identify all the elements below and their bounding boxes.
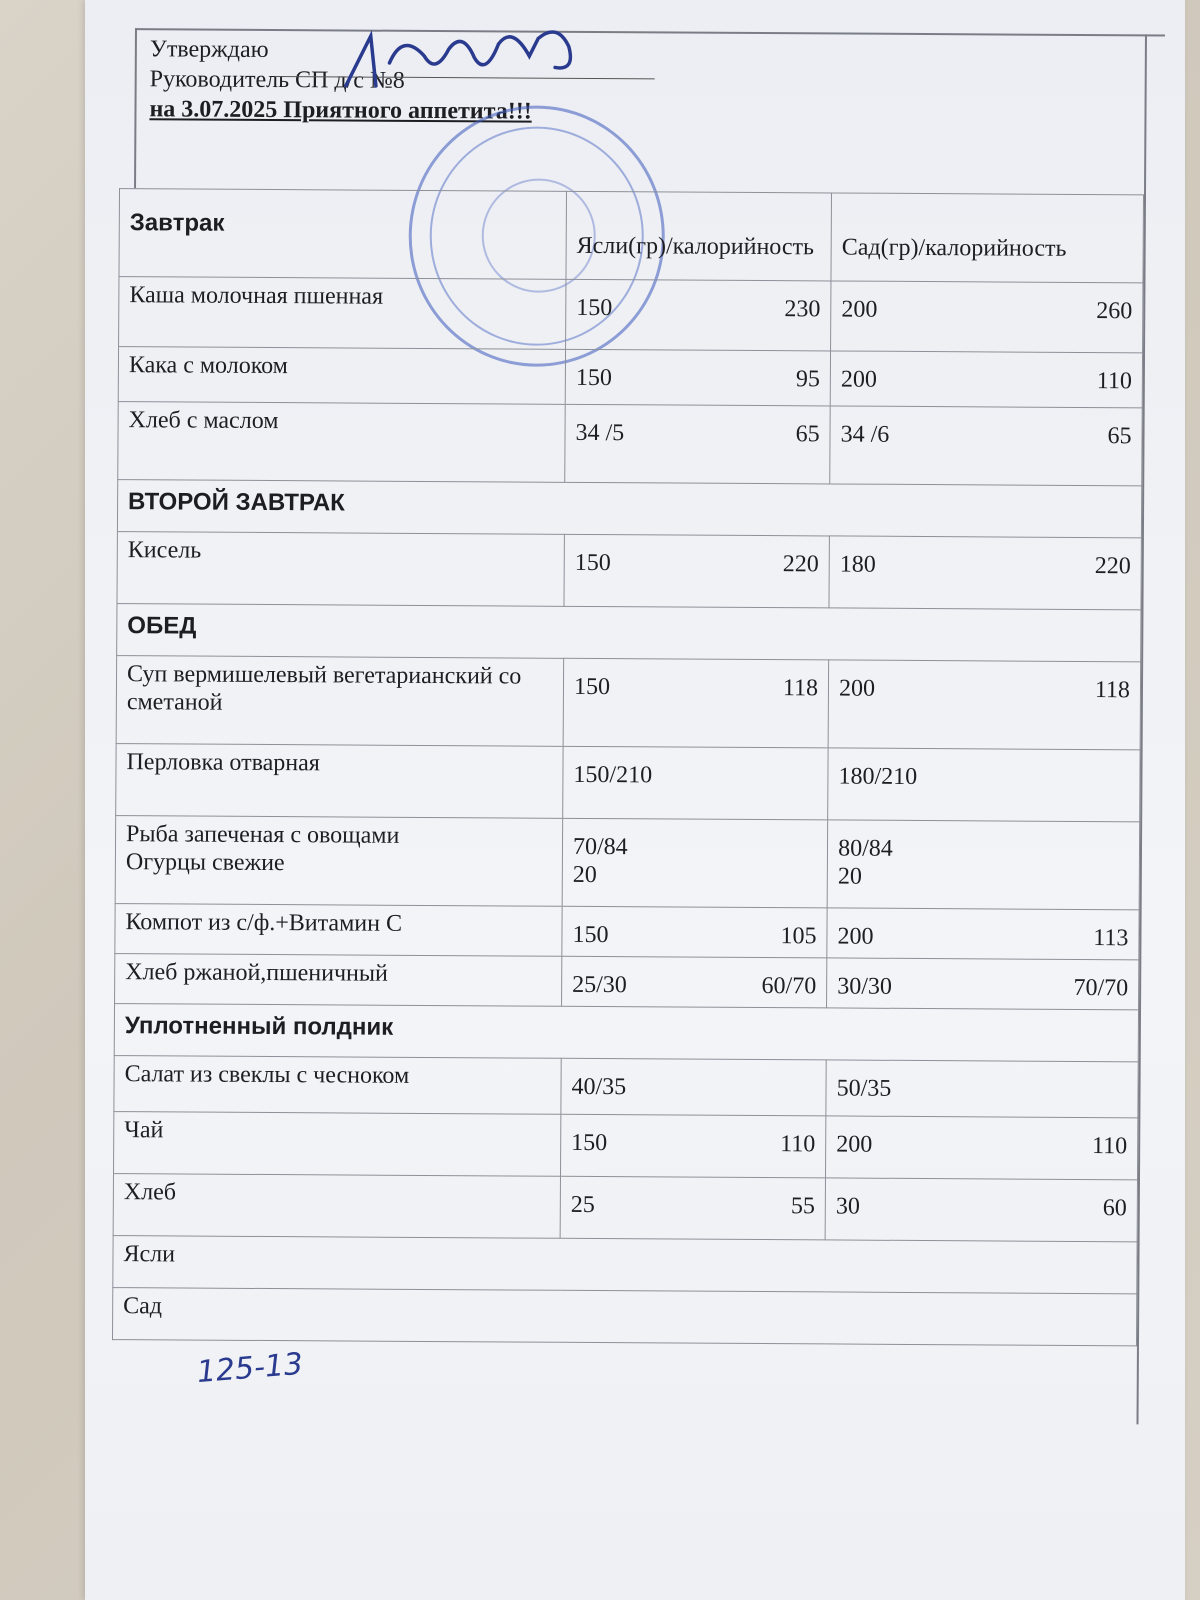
yasli-cell xyxy=(562,906,827,958)
sad-grams: 80/84 20 xyxy=(837,835,893,890)
menu-row xyxy=(115,954,1139,1010)
yasli-cell xyxy=(563,746,829,820)
sad-cell xyxy=(828,748,1140,822)
yasli-calories: 55 xyxy=(790,1193,816,1220)
sad-column-header: Сад(гр)/калорийность xyxy=(831,193,1143,283)
menu-row xyxy=(119,277,1143,353)
sad-grams: 180/210 xyxy=(838,763,918,790)
yasli-grams: 150 xyxy=(576,294,613,322)
yasli-cell xyxy=(565,349,830,406)
frame-left-line xyxy=(134,28,136,188)
menu-row xyxy=(117,532,1141,610)
menu-row xyxy=(116,656,1141,750)
dish-name: Салат из свеклы с чесноком xyxy=(114,1056,561,1115)
menu-row xyxy=(114,1112,1138,1180)
sad-cell xyxy=(826,1060,1138,1118)
yasli-calories: 60/70 xyxy=(761,973,817,1000)
yasli-grams: 70/84 20 xyxy=(572,833,628,889)
dish-name: Каша молочная пшенная xyxy=(119,277,566,350)
menu-row xyxy=(118,402,1142,486)
yasli-grams: 150/210 xyxy=(573,761,653,789)
section-title: ОБЕД xyxy=(117,604,1141,662)
sad-calories: 113 xyxy=(1093,925,1129,952)
sad-calories: 65 xyxy=(1107,423,1132,450)
sad-calories: 220 xyxy=(1094,553,1131,580)
sad-cell xyxy=(827,908,1139,960)
dish-name: Чай xyxy=(114,1112,561,1177)
sad-grams: 200 xyxy=(836,1131,873,1158)
yasli-grams: 34 /5 xyxy=(575,419,625,447)
date-label: на 3.07.2025 Приятного аппетита!!! xyxy=(149,96,532,125)
sad-grams: 50/35 xyxy=(836,1075,892,1102)
sad-calories: 118 xyxy=(1094,677,1131,704)
section-header-row xyxy=(114,1004,1138,1062)
yasli-grams: 150 xyxy=(572,921,609,949)
dish-name: Суп вермишелевый вегетарианский со сметаной xyxy=(116,656,564,747)
sad-cell xyxy=(827,820,1139,910)
menu-table xyxy=(112,188,1144,1346)
footer-label: Ясли xyxy=(113,1236,1137,1294)
menu-row xyxy=(115,816,1140,910)
sad-cell xyxy=(830,351,1142,408)
menu-row xyxy=(113,1174,1137,1242)
section-title: Уплотненный полдник xyxy=(114,1004,1138,1062)
yasli-grams: 150 xyxy=(574,549,611,577)
signature-mark xyxy=(332,10,597,120)
approve-label: Утверждаю xyxy=(149,36,269,63)
dish-name: Хлеб ржаной,пшеничный xyxy=(115,954,562,1007)
yasli-cell xyxy=(561,1058,826,1116)
footer-sad-row xyxy=(112,1288,1136,1346)
dish-name: Хлеб xyxy=(113,1174,560,1239)
yasli-calories: 230 xyxy=(784,296,821,323)
yasli-cell xyxy=(565,404,831,484)
meal-column-header: Завтрак xyxy=(119,189,567,280)
sad-grams: 200 xyxy=(841,296,878,323)
menu-row xyxy=(118,347,1142,408)
section-header-row xyxy=(117,480,1141,538)
dish-name: Перловка отварная xyxy=(116,744,563,819)
yasli-grams: 150 xyxy=(573,673,611,701)
footer-yasli-row xyxy=(113,1236,1137,1294)
sad-grams: 200 xyxy=(840,366,878,393)
menu-document xyxy=(97,28,1165,1424)
yasli-calories: 65 xyxy=(795,421,820,448)
yasli-grams: 40/35 xyxy=(571,1073,627,1101)
signature-icon xyxy=(332,10,597,106)
menu-row xyxy=(114,1056,1138,1118)
yasli-calories: 95 xyxy=(795,366,821,393)
yasli-cell xyxy=(564,534,830,608)
sad-grams: 30 xyxy=(835,1193,861,1220)
dish-name: Кака с молоком xyxy=(118,347,565,405)
dish-name: Кисель xyxy=(117,532,564,607)
sad-calories: 110 xyxy=(1091,1133,1128,1160)
sad-calories: 110 xyxy=(1096,368,1132,395)
sad-cell xyxy=(826,1116,1138,1180)
sad-cell xyxy=(828,660,1140,750)
yasli-cell xyxy=(562,956,827,1008)
yasli-grams: 25/30 xyxy=(572,971,627,999)
dish-name: Компот из с/ф.+Витамин С xyxy=(115,904,562,957)
dish-name: Рыба запеченая с овощами Огурцы свежие xyxy=(115,816,563,907)
footer-label: Сад xyxy=(112,1288,1136,1346)
menu-row xyxy=(115,904,1139,960)
column-header-row xyxy=(119,189,1144,283)
sad-grams: 180 xyxy=(839,551,876,578)
section-header-row xyxy=(117,604,1141,662)
yasli-cell xyxy=(561,1114,826,1178)
yasli-calories: 118 xyxy=(782,675,819,702)
sad-grams: 30/30 xyxy=(837,973,893,1000)
position-label: Руководитель СП д/с №8 xyxy=(149,66,405,94)
dish-name: Хлеб с маслом xyxy=(118,402,565,483)
sad-cell xyxy=(830,406,1142,486)
yasli-grams: 150 xyxy=(571,1129,608,1157)
sad-cell xyxy=(825,1178,1137,1242)
yasli-calories: 220 xyxy=(782,551,819,578)
yasli-cell xyxy=(560,1176,825,1240)
section-title: ВТОРОЙ ЗАВТРАК xyxy=(117,480,1141,538)
sad-calories: 70/70 xyxy=(1073,974,1129,1002)
sad-grams: 34 /6 xyxy=(840,421,890,448)
sad-cell xyxy=(829,536,1141,610)
sad-grams: 200 xyxy=(837,923,874,950)
yasli-cell xyxy=(562,818,828,908)
sad-calories: 260 xyxy=(1096,298,1133,325)
yasli-calories: 110 xyxy=(780,1131,816,1158)
sad-calories: 60 xyxy=(1102,1195,1127,1222)
yasli-grams: 25 xyxy=(570,1191,595,1219)
yasli-grams: 150 xyxy=(575,364,612,392)
sad-grams: 200 xyxy=(839,675,876,702)
sad-cell xyxy=(831,281,1143,353)
yasli-column-header: Ясли(гр)/калорийность xyxy=(566,191,832,281)
yasli-cell xyxy=(563,658,829,748)
yasli-cell xyxy=(566,279,832,351)
menu-row xyxy=(116,744,1140,822)
handwritten-note: 125-13 xyxy=(195,1346,305,1391)
sad-cell xyxy=(827,958,1139,1010)
yasli-calories: 105 xyxy=(780,923,817,950)
